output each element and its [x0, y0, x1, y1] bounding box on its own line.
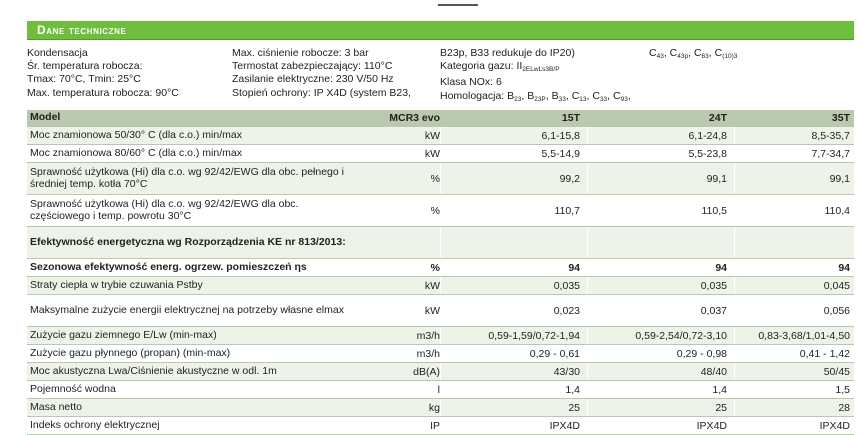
cell-v3: 8,5-35,7: [811, 129, 850, 142]
cell-v1: 94: [568, 261, 580, 274]
table-row: [27, 227, 854, 259]
column-divider: [440, 163, 441, 194]
cell-label: Pojemność wodna: [30, 382, 116, 395]
cell-unit: kW: [424, 129, 440, 142]
cell-v1: 0,29 - 0,61: [529, 347, 580, 360]
cell-v3: 94: [838, 261, 850, 274]
cell-v2: 0,29 - 0,98: [676, 347, 727, 360]
cell-unit: m3/h: [416, 347, 440, 360]
header-15t: 15T: [561, 112, 580, 124]
cell-v3: 28: [838, 401, 850, 414]
cell-label: Zużycie gazu ziemnego E/Lw (min-max): [30, 328, 217, 341]
cell-label: Moc znamionowa 80/60° C (dla c.o.) min/max: [30, 146, 242, 159]
column-divider: [440, 417, 441, 434]
cell-v1: 1,4: [565, 383, 580, 396]
section-banner: [27, 21, 854, 40]
column-divider: [587, 145, 588, 162]
column-divider: [440, 363, 441, 380]
column-divider: [440, 145, 441, 162]
column-divider: [734, 195, 735, 226]
cell-label: Sprawność użytkowa (Hi) dla c.o. wg 92/42/EWG dla obc. częściowego i temp. powrotu 30°C: [30, 198, 299, 222]
header-series: MCR3 evo: [389, 112, 440, 124]
cell-v1: 5,5-14,9: [541, 147, 580, 160]
column-divider: [440, 399, 441, 416]
cell-label: Masa netto: [30, 400, 82, 413]
spec-line: B23p, B33 redukuje do IP20): [440, 47, 575, 59]
spec-line: Tmax: 70°C, Tmin: 25°C: [27, 73, 141, 86]
column-divider: [587, 345, 588, 362]
cell-v1: 0,59-1,59/0,72-1,94: [488, 329, 580, 342]
cell-v1: 25: [568, 401, 580, 414]
column-divider: [587, 417, 588, 434]
cell-v3: 0,41 - 1,42: [799, 347, 850, 360]
column-divider: [587, 259, 588, 276]
column-divider: [587, 381, 588, 398]
spec-column-1: [27, 47, 179, 100]
cell-v2: 48/40: [700, 365, 727, 378]
table-header-row: [27, 110, 854, 127]
technical-table: [27, 110, 854, 435]
table-row: [27, 345, 854, 363]
cell-v2: 0,037: [700, 304, 727, 317]
column-divider: [440, 295, 441, 326]
column-divider: [734, 363, 735, 380]
column-divider: [587, 295, 588, 326]
cell-unit: kW: [424, 279, 440, 292]
cell-unit: kW: [424, 147, 440, 160]
table-row: [27, 277, 854, 295]
column-divider: [734, 259, 735, 276]
column-divider: [734, 295, 735, 326]
cell-v2: 110,5: [701, 204, 727, 217]
column-divider: [587, 195, 588, 226]
cell-v3: 0,045: [823, 279, 850, 292]
cell-unit: IP: [430, 419, 440, 432]
cell-v2: 94: [715, 261, 727, 274]
spec-line: Śr. temperatura robocza:: [27, 60, 143, 73]
cell-unit: %: [430, 172, 440, 185]
cell-v2: 0,035: [700, 279, 727, 292]
spec-column-3: [440, 47, 631, 106]
cell-v1: [440, 227, 580, 258]
spec-line: Termostat zabezpieczający: 110°C: [232, 60, 393, 73]
column-divider: [440, 259, 441, 276]
cell-v1: 43/30: [553, 365, 580, 378]
cell-v2: 99,1: [706, 172, 727, 185]
column-divider: [587, 277, 588, 294]
cell-v3: 1,5: [835, 383, 850, 396]
header-24t: 24T: [708, 112, 727, 124]
cell-v3: 99,1: [829, 172, 850, 185]
column-divider: [734, 277, 735, 294]
spec-line: Stopień ochrony: IP X4D (system B23,: [232, 86, 411, 99]
table-row: [27, 145, 854, 163]
column-divider: [587, 127, 588, 144]
section-title: Dane techniczne: [37, 23, 127, 37]
cell-unit: m3/h: [416, 329, 440, 342]
cell-v2: IPX4D: [696, 419, 727, 432]
column-divider: [734, 417, 735, 434]
cell-v3: [734, 227, 850, 258]
cell-unit: l: [437, 383, 440, 396]
cell-label: Zużycie gazu płynnego (propan) (min-max): [30, 346, 231, 359]
header-model: Model: [30, 111, 61, 124]
column-divider: [440, 227, 441, 258]
cell-label: Moc znamionowa 50/30° C (dla c.o.) min/max: [30, 128, 242, 141]
cell-v1: 99,2: [559, 172, 580, 185]
table-row: [27, 163, 854, 195]
table-row: [27, 381, 854, 399]
cell-unit: kg: [428, 401, 440, 414]
column-divider: [587, 163, 588, 194]
cell-v1: 0,023: [553, 304, 580, 317]
cell-label: Sprawność użytkowa (Hi) dla c.o. wg 92/42/EWG dla obc. pełnego i średniej temp. kotła 70°C: [30, 166, 344, 190]
cell-unit: %: [430, 204, 440, 217]
column-divider: [734, 399, 735, 416]
cell-unit: %: [430, 261, 440, 274]
column-divider: [440, 381, 441, 398]
column-divider: [734, 127, 735, 144]
cell-unit: [360, 227, 440, 258]
column-divider: [734, 163, 735, 194]
cell-v3: 0,056: [823, 304, 850, 317]
column-divider: [440, 195, 441, 226]
table-row: [27, 195, 854, 227]
table-row: [27, 399, 854, 417]
column-divider: [734, 327, 735, 344]
cell-unit: dB(A): [413, 365, 440, 378]
column-divider: [440, 345, 441, 362]
cell-v2: 6,1-24,8: [688, 129, 727, 142]
table-row: [27, 417, 854, 435]
cell-v2: 0,59-2,54/0,72-3,10: [635, 329, 727, 342]
column-divider: [587, 363, 588, 380]
table-row: [27, 327, 854, 345]
homologation-line: Homologacja: $B_{23}$, $B_{23P}$, $B_{33}$, $C_{13}$, $C_{33}$, $C_{93}$,: [440, 89, 631, 103]
cell-unit: kW: [424, 304, 440, 317]
column-divider: [587, 399, 588, 416]
column-divider: [440, 327, 441, 344]
cell-v2: 25: [715, 401, 727, 414]
cell-v1: 0,035: [553, 279, 580, 292]
column-divider: [440, 277, 441, 294]
cell-v3: 0,83-3,68/1,01-4,50: [758, 329, 850, 342]
column-divider: [587, 227, 588, 258]
homologation-continuation: $C_{43}$, $C_{43p}$, $C_{63}$, $C_{(10)3}$: [649, 47, 738, 60]
cell-label: Indeks ochrony elektrycznej: [30, 418, 160, 431]
header-35t: 35T: [831, 112, 850, 124]
cell-v3: IPX4D: [819, 419, 850, 432]
cell-label: Sezonowa efektywność energ. ogrzew. pomieszczeń ηs: [30, 260, 307, 273]
cell-v2: 5,5-23,8: [688, 147, 727, 160]
column-divider: [734, 227, 735, 258]
column-divider: [587, 327, 588, 344]
cell-v3: 7,7-34,7: [811, 147, 850, 160]
table-row: [27, 127, 854, 145]
cell-label: Maksymalne zużycie energii elektrycznej na potrzeby własne elmax: [30, 303, 344, 316]
table-row: [27, 363, 854, 381]
spec-line: Max. temperatura robocza: 90°C: [27, 86, 179, 99]
cell-v1: IPX4D: [549, 419, 580, 432]
column-divider: [734, 381, 735, 398]
cell-label: Moc akustyczna Lwa/Ciśnienie akustyczne w odl. 1m: [30, 364, 277, 377]
spec-column-4: [649, 47, 737, 63]
cell-label: Straty ciepła w trybie czuwania Pstby: [30, 278, 203, 291]
cell-label: Efektywność energetyczna wg Rozporządzenia KE nr 813/2013:: [30, 235, 346, 248]
cell-v2: [587, 227, 727, 258]
column-divider: [440, 127, 441, 144]
top-edge-mark: [438, 0, 478, 6]
column-divider: [734, 345, 735, 362]
spec-line: Klasa NOx: 6: [440, 76, 502, 89]
cell-v1: 110,7: [554, 204, 580, 217]
spec-column-2: [232, 47, 411, 100]
table-row: [27, 295, 854, 327]
cell-v1: 6,1-15,8: [541, 129, 580, 142]
spec-line: Zasilanie elektryczne: 230 V/50 Hz: [232, 73, 394, 86]
table-row: [27, 259, 854, 277]
cell-v2: 1,4: [712, 383, 727, 396]
spec-line: Max. ciśnienie robocze: 3 bar: [232, 47, 369, 59]
cell-v3: 50/45: [823, 365, 850, 378]
column-divider: [734, 145, 735, 162]
gas-category-line: Kategoria gazu: $II_{2ELwLs3B/P}$: [440, 60, 560, 74]
spec-line: Kondensacja: [27, 47, 88, 59]
cell-v3: 110,4: [824, 204, 850, 217]
